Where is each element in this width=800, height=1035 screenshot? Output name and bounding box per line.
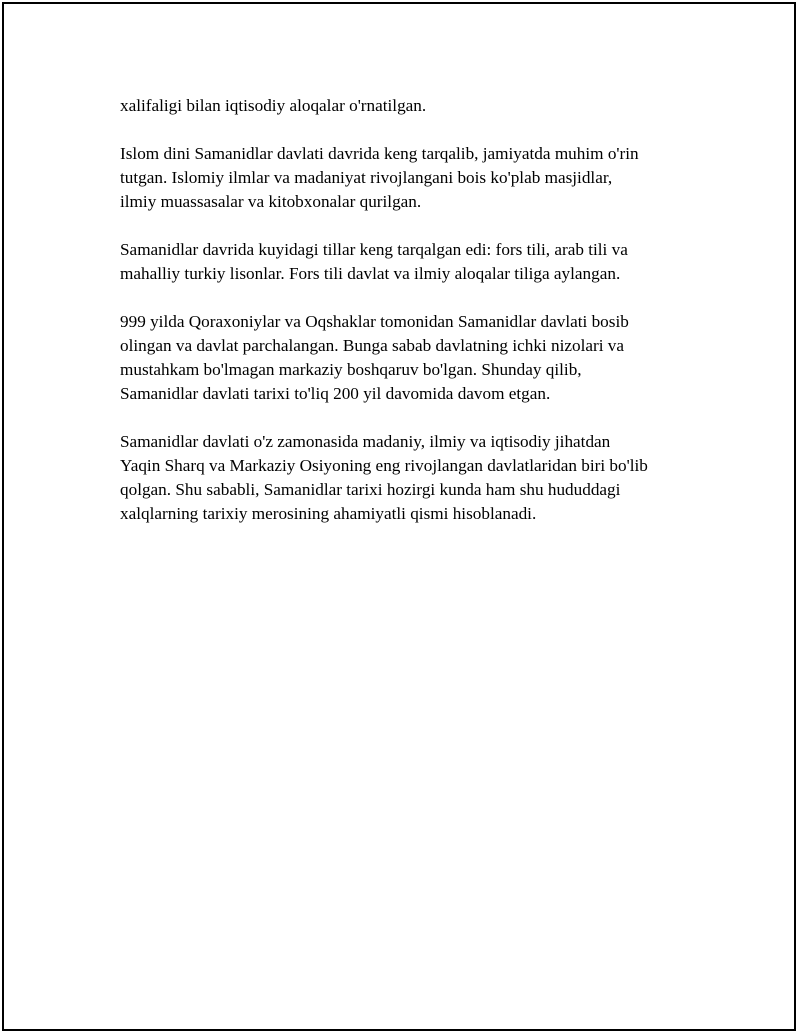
text-line: ilmiy muassasalar va kitobxonalar qurilgan. bbox=[120, 192, 422, 211]
text-line: Samanidlar davrida kuyidagi tillar keng tarqalgan edi: fors tili, arab tili va bbox=[120, 240, 628, 259]
text-line: qolgan. Shu sababli, Samanidlar tarixi hozirgi kunda ham shu hududdagi bbox=[120, 480, 621, 499]
text-line: tutgan. Islomiy ilmlar va madaniyat rivojlangani bois ko'plab masjidlar, bbox=[120, 168, 613, 187]
text-line: Samanidlar davlati o'z zamonasida madaniy, ilmiy va iqtisodiy jihatdan bbox=[120, 432, 611, 451]
text-line: 999 yilda Qoraxoniylar va Oqshaklar tomonidan Samanidlar davlati bosib bbox=[120, 312, 629, 331]
text-line: mahalliy turkiy lisonlar. Fors tili davlat va ilmiy aloqalar tiliga aylangan. bbox=[120, 264, 621, 283]
paragraph-5 bbox=[120, 430, 710, 526]
text-line: olingan va davlat parchalangan. Bunga sabab davlatning ichki nizolari va bbox=[120, 336, 624, 355]
document-body bbox=[120, 94, 710, 550]
paragraph-4 bbox=[120, 310, 710, 406]
paragraph-1 bbox=[120, 94, 710, 118]
page-frame bbox=[2, 2, 796, 1031]
paragraph-2 bbox=[120, 142, 710, 214]
text-line: Samanidlar davlati tarixi to'liq 200 yil davomida davom etgan. bbox=[120, 384, 551, 403]
text-line: mustahkam bo'lmagan markaziy boshqaruv bo'lgan. Shunday qilib, bbox=[120, 360, 582, 379]
text-line: Yaqin Sharq va Markaziy Osiyoning eng rivojlangan davlatlaridan biri bo'lib bbox=[120, 456, 648, 475]
text-line: Islom dini Samanidlar davlati davrida keng tarqalib, jamiyatda muhim o'rin bbox=[120, 144, 639, 163]
paragraph-3 bbox=[120, 238, 710, 286]
text-line: xalqlarning tarixiy merosining ahamiyatli qismi hisoblanadi. bbox=[120, 504, 537, 523]
text-line: xalifaligi bilan iqtisodiy aloqalar o'rnatilgan. bbox=[120, 96, 427, 115]
